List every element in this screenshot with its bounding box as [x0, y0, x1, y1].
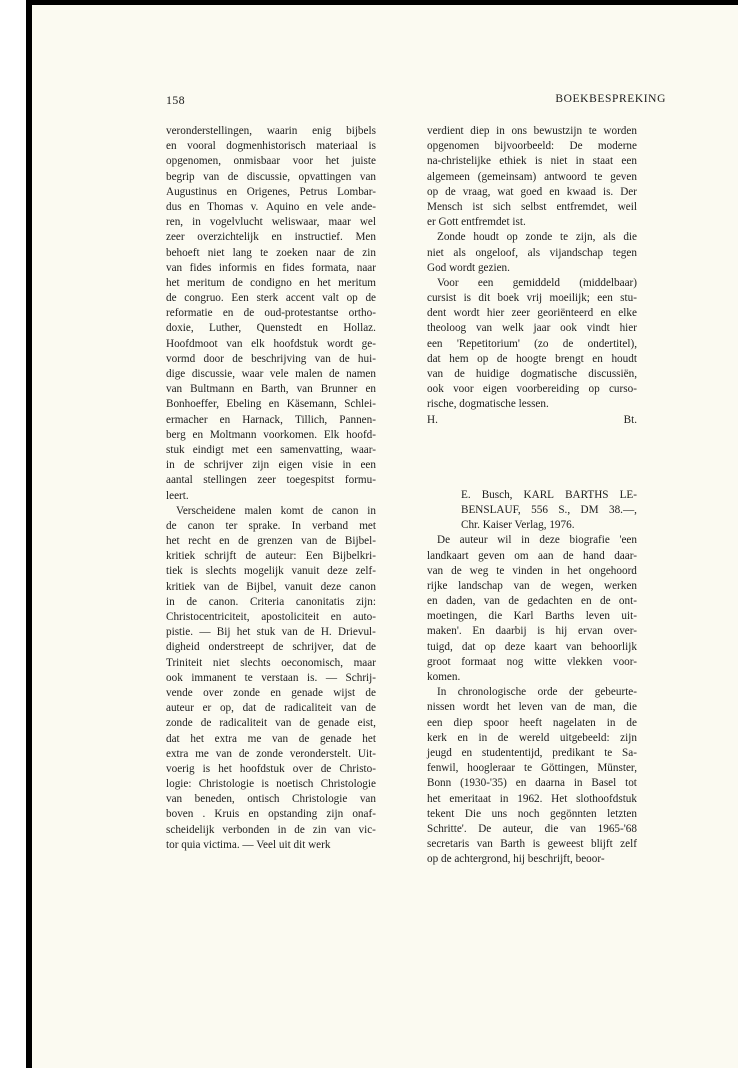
text-line: Triniteit niet slechts oeconomisch, maar [166, 656, 376, 669]
text-line: BENSLAUF, 556 S., DM 38.—, [461, 503, 637, 516]
text-line: groot formaat nog witte vlekken voor- [427, 655, 637, 668]
text-line: aantal stellingen zeer toegespitst formu- [166, 474, 376, 487]
text-line: Christocentriciteit, apostoliciteit en auto- [166, 611, 376, 623]
text-line: dent wordt hier zeer georiënteerd en elke [427, 307, 637, 320]
text-line: tekent Die uns noch gegönnten letzten [427, 807, 637, 820]
text-line: van beneden, ontisch Christologie van [166, 793, 376, 806]
text-line: fenwil, hoogleraar te Göttingen, Münster, [427, 762, 637, 775]
text-line: stuk eindigt met een samenvatting, waar- [166, 443, 376, 456]
text-line: dige discussie, waar vele malen de namen [166, 368, 376, 380]
text-line: de canon ter sprake. In verband met [166, 519, 376, 532]
review-reference [427, 488, 637, 534]
text-line: doxie, Luther, Quenstedt en Hollaz. [166, 322, 376, 335]
text-line: behoeft niet lang te zoeken naar de zin [166, 246, 376, 259]
text-line: vende over zonde en genade wijst de [166, 686, 376, 699]
text-line: Zonde houdt op zonde te zijn, als die [437, 231, 637, 244]
left-column [166, 124, 376, 853]
text-line: de congruo. Een sterk accent valt op de [166, 292, 376, 305]
signature-initial: H. [427, 413, 438, 426]
text-line: op de vraag, wat goed en kwaad is. Der [427, 185, 637, 198]
text-line: ren, in vogelvlucht weliswaar, maar wel [166, 216, 376, 229]
text-line: van de huidige dogmatische discussiën, [427, 368, 637, 380]
text-line: kritiek schrijft de auteur: Een Bijbelkri- [166, 550, 376, 563]
text-line: leert. [166, 489, 189, 502]
text-line: rijke landschap van de wegen, werken [427, 579, 637, 592]
text-line: ermacher en Harnack, Tillich, Pannen- [166, 413, 376, 426]
text-line: cursist is dit boek vrij moeilijk; een stu- [427, 292, 637, 305]
text-line: Bonn (1930-'35) en daarna in Basel tot [427, 777, 637, 790]
text-line: tor quia victima. — Veel uit dit werk [166, 838, 331, 851]
page-number: 158 [166, 93, 185, 107]
text-line: boven . Kruis en opstanding zijn onaf- [166, 808, 376, 821]
text-line: jeugd en studententijd, predikant te Sa- [427, 746, 637, 759]
text-line: secretaris van Barth is geweest blijft zelf [427, 838, 637, 851]
text-line: De auteur wil in deze biografie 'een [437, 534, 637, 547]
text-line: het recht en de grenzen van de Bijbel- [166, 535, 376, 548]
text-line: voerig is het hoofdstuk over de Christo- [166, 762, 376, 775]
right-column-top-text [427, 124, 637, 413]
text-line: opgenomen bijvoorbeeld: De moderne [427, 140, 637, 153]
text-line: veronderstellingen, waarin enig bijbels [166, 125, 376, 137]
text-line: Chr. Kaiser Verlag, 1976. [461, 519, 575, 532]
text-line: reformatie en de oud-protestantse ortho- [166, 307, 376, 320]
text-line: logie: Christologie is noetisch Christologie [166, 778, 376, 791]
text-line: Verscheidene malen komt de canon in [176, 504, 376, 517]
text-line: van Bultmann en Barth, van Brunner en [166, 383, 376, 396]
text-line: landkaart geven om aan de hand daar- [427, 549, 637, 562]
text-line: moetingen, die Karl Barths leven uit- [427, 610, 637, 623]
text-line: zeer overzichtelijk en instructief. Men [166, 231, 376, 244]
text-line: digheid onderstreept de schrijver, dat de [166, 641, 376, 654]
text-line: een 'Repetitorium' (zo de ondertitel), [427, 337, 637, 350]
signature-line [427, 413, 637, 428]
text-line: Voor een gemiddeld (middelbaar) [437, 276, 637, 289]
text-line: pistie. — Bij het stuk van de H. Drievul- [166, 626, 376, 639]
text-line: nissen wordt het leven van de man, die [427, 701, 637, 714]
text-line: ook immanent te verstaan is. — Schrij- [166, 671, 376, 684]
text-line: theoloog van welk jaar ook vindt hier [427, 322, 637, 335]
text-line: rische, dogmatische lessen. [427, 398, 549, 411]
text-line: tiek is slechts mogelijk vanuit deze zelf- [166, 565, 376, 578]
text-line: in de canon. Criteria canonitatis zijn: [166, 595, 376, 608]
text-line: scheidelijk verbonden in de zin van vic- [166, 823, 376, 836]
text-line: het emeritaat in 1962. Het slothoofdstuk [427, 792, 637, 805]
text-line: extra me van de zonde veronderstelt. Uit- [166, 747, 376, 760]
text-line: in de schrijver zijn eigen visie in een [166, 459, 376, 472]
text-line: ook voor eigen voorbereiding op curso- [427, 383, 637, 396]
text-line: er Gott entfremdet ist. [427, 216, 526, 229]
text-line: en vooral dogmenhistorisch materiaal is [166, 140, 376, 153]
text-line: en daden, van de gedachten en de ont- [427, 595, 637, 608]
text-line: tuigd, dat op deze kaart van behoorlijk [427, 640, 637, 653]
text-line: zonde de radicaliteit van de genade eist, [166, 717, 376, 730]
text-line: opgenomen, onmisbaar voor het juiste [166, 155, 376, 168]
text-line: algemeen (gemeinsam) antwoord te geven [427, 170, 637, 183]
text-line: God wordt gezien. [427, 261, 510, 274]
text-line: Bonhoeffer, Ebeling en Käsemann, Schlei- [166, 398, 376, 411]
text-line: kritiek van de Bijbel, vanuit deze canon [166, 580, 376, 593]
text-line: een diep spoor heeft nagelaten in de [427, 716, 637, 729]
text-line: verdient diep in ons bewustzijn te worden [427, 125, 637, 137]
text-line: Schritte'. De auteur, die van 1965-'68 [427, 822, 637, 835]
signature-reviewer: Bt. [623, 413, 637, 426]
text-line: niet als ongeloof, als vijandschap tegen [427, 246, 637, 259]
text-line: dat het extra me van de genade het [166, 732, 376, 745]
text-line: E. Busch, KARL BARTHS LE- [461, 488, 637, 501]
text-line: het meritum de condigno en het meritum [166, 276, 376, 289]
text-line: begrip van de discussie, opvattingen van [166, 170, 376, 183]
text-line: na-christelijke ethiek is niet in staat een [427, 155, 637, 168]
text-line: vormd door de beschrijving van de hui- [166, 352, 376, 365]
right-column [427, 124, 637, 867]
right-column-bottom-text [427, 533, 637, 867]
text-line: Hoofdmoot van elk hoofdstuk wordt ge- [166, 337, 376, 350]
text-line: In chronologische orde der gebeurte- [437, 686, 637, 699]
text-line: op de achtergrond, hij beschrijft, beoor- [427, 853, 605, 866]
text-line: maken'. En daarbij is hij ervan over- [427, 625, 637, 638]
text-line: van fides informis en fides formata, naar [166, 261, 376, 274]
text-line: Mensch ist sich selbst entfremdet, weil [427, 200, 637, 213]
text-line: van de weg te vinden in het ongehoord [427, 564, 637, 577]
text-line: komen. [427, 671, 461, 683]
running-head: BOEKBESPREKING [555, 93, 666, 105]
text-line: kerk en in de wereld uitgebeeld: zijn [427, 731, 637, 744]
text-line: berg en Moltmann voorkomen. Elk hoofd- [166, 428, 376, 441]
text-line: dus en Thomas v. Aquino en vele ande- [166, 200, 376, 213]
text-line: auteur er op, dat de radicaliteit van de [166, 702, 376, 715]
text-line: Augustinus en Origenes, Petrus Lombar- [166, 185, 376, 198]
text-line: dat hem op de hoogte brengt en houdt [427, 352, 637, 365]
